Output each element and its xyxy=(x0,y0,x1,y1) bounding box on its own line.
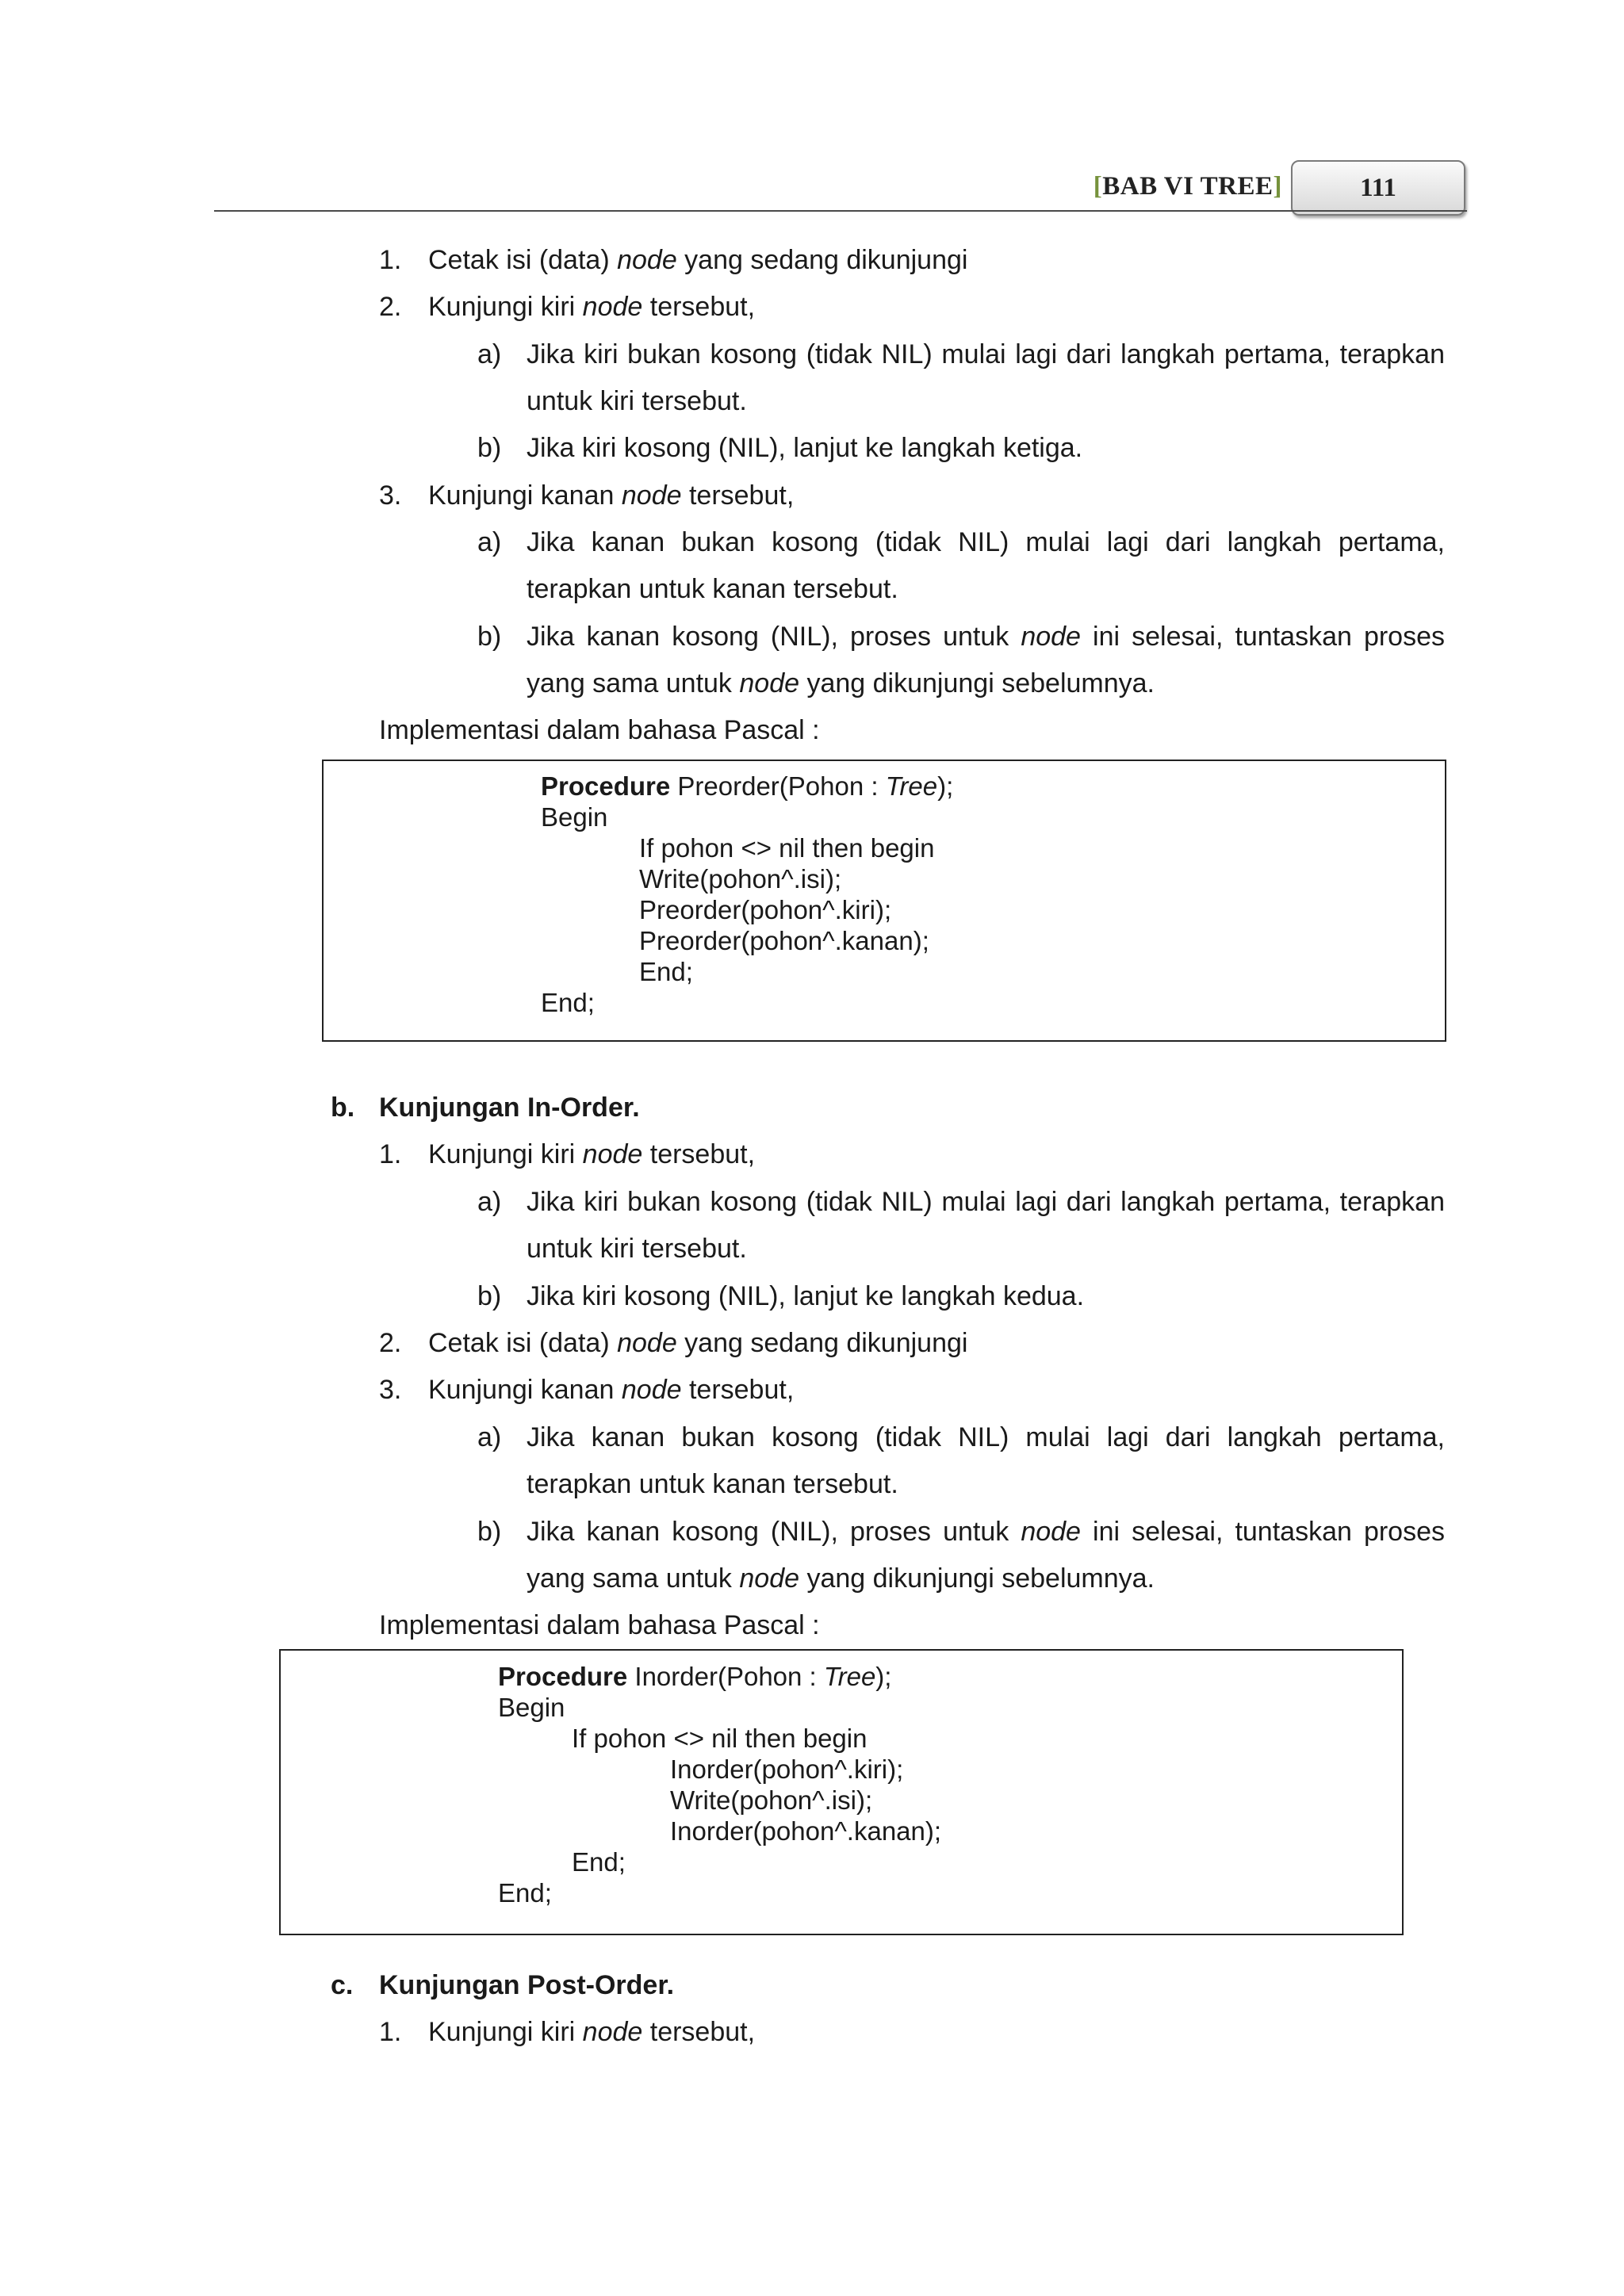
code-line: End; xyxy=(572,1847,626,1877)
substep-text: untuk kiri tersebut. xyxy=(527,386,747,416)
code-line: End; xyxy=(639,957,693,986)
substep-marker: b) xyxy=(477,1281,502,1311)
code-line: Inorder(pohon^.kiri); xyxy=(670,1755,904,1784)
substep-marker: a) xyxy=(477,339,502,369)
step-number: 3. xyxy=(379,480,402,511)
step-number: 1. xyxy=(379,2017,402,2047)
substep-text: Jika kiri kosong (NIL), lanjut ke langkah kedua. xyxy=(527,1281,1085,1311)
code-line: End; xyxy=(541,988,595,1017)
step-text: Cetak isi (data) node yang sedang dikunjungi xyxy=(428,1328,968,1358)
substep-marker: a) xyxy=(477,1422,502,1452)
section-title: Kunjungan Post-Order. xyxy=(379,1970,675,2000)
header-rule xyxy=(214,210,1467,212)
step-text: Kunjungi kiri node tersebut, xyxy=(428,292,756,322)
step-text: Kunjungi kiri node tersebut, xyxy=(428,2017,756,2047)
step-number: 3. xyxy=(379,1375,402,1405)
section-title: Kunjungan In-Order. xyxy=(379,1093,640,1123)
substep-text: untuk kiri tersebut. xyxy=(527,1234,747,1264)
substep-text: Jika kiri bukan kosong (tidak NIL) mulai lagi dari langkah pertama, terapkan xyxy=(527,339,1445,369)
substep-marker: b) xyxy=(477,433,502,463)
section-letter: b. xyxy=(331,1093,355,1123)
code-line: If pohon <> nil then begin xyxy=(639,833,935,863)
code-line: Begin xyxy=(498,1693,565,1722)
substep-marker: b) xyxy=(477,622,502,652)
substep-text: Jika kiri kosong (NIL), lanjut ke langkah ketiga. xyxy=(527,433,1083,463)
inorder-code-box xyxy=(279,1649,1404,1935)
substep-text: Jika kanan kosong (NIL), proses untuk node ini selesai, tuntaskan proses xyxy=(527,622,1445,652)
step-text: Kunjungi kanan node tersebut, xyxy=(428,1375,795,1405)
substep-text: terapkan untuk kanan tersebut. xyxy=(527,1469,898,1499)
substep-marker: b) xyxy=(477,1517,502,1547)
code-line: Procedure Preorder(Pohon : Tree); xyxy=(541,771,954,801)
step-text: Kunjungi kanan node tersebut, xyxy=(428,480,795,511)
step-number: 2. xyxy=(379,1328,402,1358)
substep-text: yang sama untuk node yang dikunjungi sebelumnya. xyxy=(527,1563,1155,1594)
page-number-box xyxy=(1291,160,1465,216)
code-line: If pohon <> nil then begin xyxy=(572,1724,868,1753)
code-line: Preorder(pohon^.kanan); xyxy=(639,926,929,955)
code-line: Inorder(pohon^.kanan); xyxy=(670,1816,942,1846)
code-line: Write(pohon^.isi); xyxy=(670,1785,873,1815)
substep-text: terapkan untuk kanan tersebut. xyxy=(527,574,898,604)
substep-text: Jika kanan kosong (NIL), proses untuk node ini selesai, tuntaskan proses xyxy=(527,1517,1445,1547)
substep-text: Jika kiri bukan kosong (tidak NIL) mulai lagi dari langkah pertama, terapkan xyxy=(527,1187,1445,1217)
step-number: 1. xyxy=(379,245,402,275)
section-letter: c. xyxy=(331,1970,354,2000)
preorder-code-box xyxy=(322,760,1446,1042)
code-line: End; xyxy=(498,1878,552,1908)
code-line: Procedure Inorder(Pohon : Tree); xyxy=(498,1662,892,1691)
code-line: Write(pohon^.isi); xyxy=(639,864,842,894)
page-number: 111 xyxy=(1360,174,1396,202)
substep-text: yang sama untuk node yang dikunjungi sebelumnya. xyxy=(527,668,1155,698)
substep-text: Jika kanan bukan kosong (tidak NIL) mulai lagi dari langkah pertama, xyxy=(527,527,1445,557)
step-text: Cetak isi (data) node yang sedang dikunjungi xyxy=(428,245,968,275)
code-line: Begin xyxy=(541,802,608,832)
substep-marker: a) xyxy=(477,1187,502,1217)
step-number: 1. xyxy=(379,1139,402,1169)
implementation-label: Implementasi dalam bahasa Pascal : xyxy=(379,1610,820,1640)
implementation-label: Implementasi dalam bahasa Pascal : xyxy=(379,715,820,745)
substep-text: Jika kanan bukan kosong (tidak NIL) mulai lagi dari langkah pertama, xyxy=(527,1422,1445,1452)
step-text: Kunjungi kiri node tersebut, xyxy=(428,1139,756,1169)
chapter-title: [BAB VI TREE] xyxy=(1093,172,1282,201)
substep-marker: a) xyxy=(477,527,502,557)
code-line: Preorder(pohon^.kiri); xyxy=(639,895,892,924)
step-number: 2. xyxy=(379,292,402,322)
